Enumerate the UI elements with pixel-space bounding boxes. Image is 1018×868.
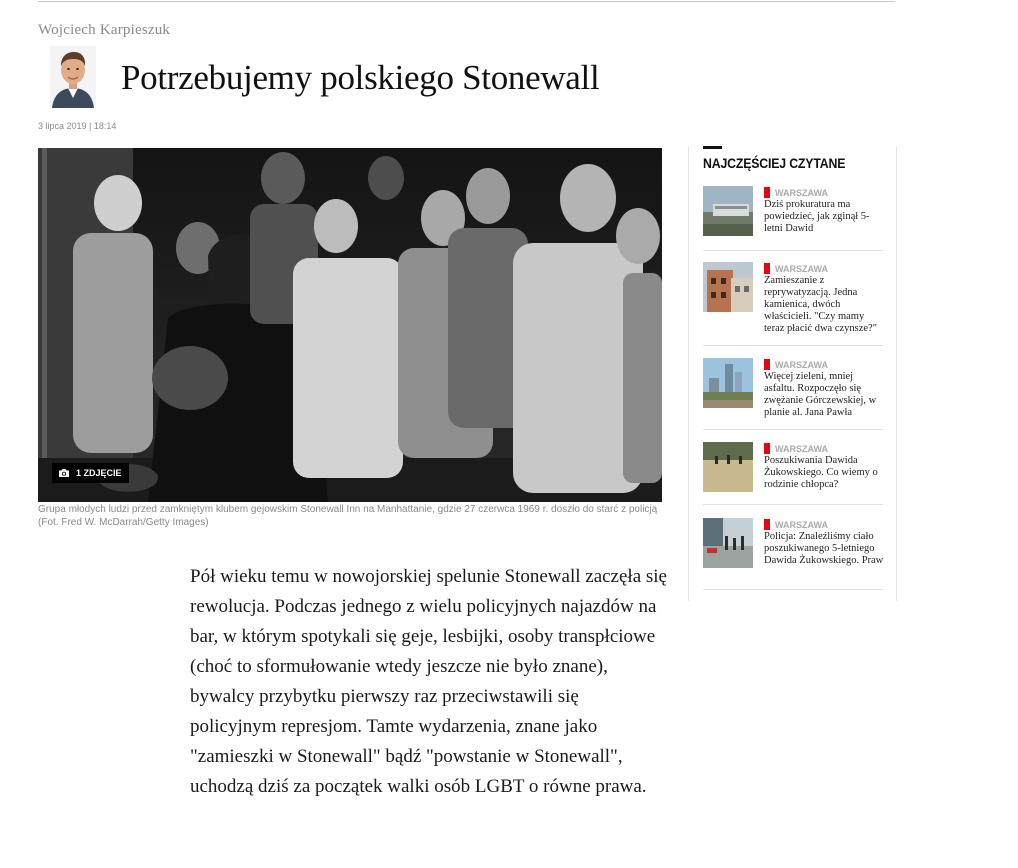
publish-date: 3 lipca 2019 | 18:14: [38, 121, 117, 131]
item-divider: [703, 589, 883, 590]
article-title: Potrzebujemy polskiego Stonewall: [121, 58, 600, 97]
item-headline[interactable]: Dziś prokuratura ma powiedzieć, jak zginął 5-letni Dawid: [764, 199, 870, 234]
item-headline[interactable]: Zamieszanie z reprywatyzacją. Jedna kamienica, dwóch właścicieli. "Czy mamy teraz płacić dwa czynsze?": [764, 275, 878, 334]
photo-count-label: 1 ZDJĘCIE: [76, 468, 122, 478]
top-divider: [38, 1, 895, 2]
sidebar-title: NAJCZĘŚCIEJ CZYTANE: [703, 155, 846, 171]
most-read-sidebar: [688, 146, 897, 601]
photo-caption: Grupa młodych ludzi przed zamkniętym klubem gejowskim Stonewall Inn na Manhattanie, gdzie 27 czerwca 1969 r. doszło do starć z policją (Fot. Fred W. McDarrah/Getty Images): [38, 504, 658, 528]
author-name[interactable]: Wojciech Karpieszuk: [38, 22, 171, 38]
item-category[interactable]: WARSZAWA: [764, 519, 828, 530]
thumbnail[interactable]: [703, 518, 753, 568]
item-category[interactable]: WARSZAWA: [764, 359, 828, 370]
author-avatar[interactable]: [50, 46, 96, 108]
item-headline[interactable]: Policja: Znaleźliśmy ciało poszukiwanego 5-letniego Dawida Żukowskiego. Praw: [764, 531, 884, 566]
article-photo[interactable]: [38, 148, 662, 502]
sidebar-accent: [703, 146, 722, 149]
photo-count-badge[interactable]: [52, 463, 129, 483]
item-category[interactable]: WARSZAWA: [764, 187, 828, 198]
thumbnail[interactable]: [703, 358, 753, 408]
item-category[interactable]: WARSZAWA: [764, 443, 828, 454]
item-category[interactable]: WARSZAWA: [764, 263, 828, 274]
item-headline[interactable]: Poszukiwania Dawida Żukowskiego. Co wiemy o rodzinie chłopca?: [764, 455, 878, 490]
thumbnail[interactable]: [703, 262, 753, 312]
item-divider: [703, 250, 883, 251]
thumbnail[interactable]: [703, 442, 753, 492]
camera-icon: [58, 468, 70, 478]
item-divider: [703, 429, 883, 430]
item-divider: [703, 504, 883, 505]
item-headline[interactable]: Więcej zieleni, mniej asfaltu. Rozpoczęło się zwężanie Górczewskiej, w planie al. Jana Pawła: [764, 371, 877, 418]
article-lead: Pół wieku temu w nowojorskiej spelunie Stonewall zaczęła się rewolucja. Podczas jednego z wielu policyjnych najazdów na bar, w którym spotykali się geje, lesbijki, osoby transpłciowe (choć to sformułowanie wtedy jeszcze nie było znane), bywalcy przybytku pierwszy raz przeciwstawili się policyjnym represjom. Tamte wydarzenia, znane jako "zamieszki w Stonewall" bądź "powstanie w Stonewall", uchodzą dziś za początek walki osób LGBT o równe prawa.: [190, 566, 667, 797]
thumbnail[interactable]: [703, 186, 753, 236]
item-divider: [703, 345, 883, 346]
